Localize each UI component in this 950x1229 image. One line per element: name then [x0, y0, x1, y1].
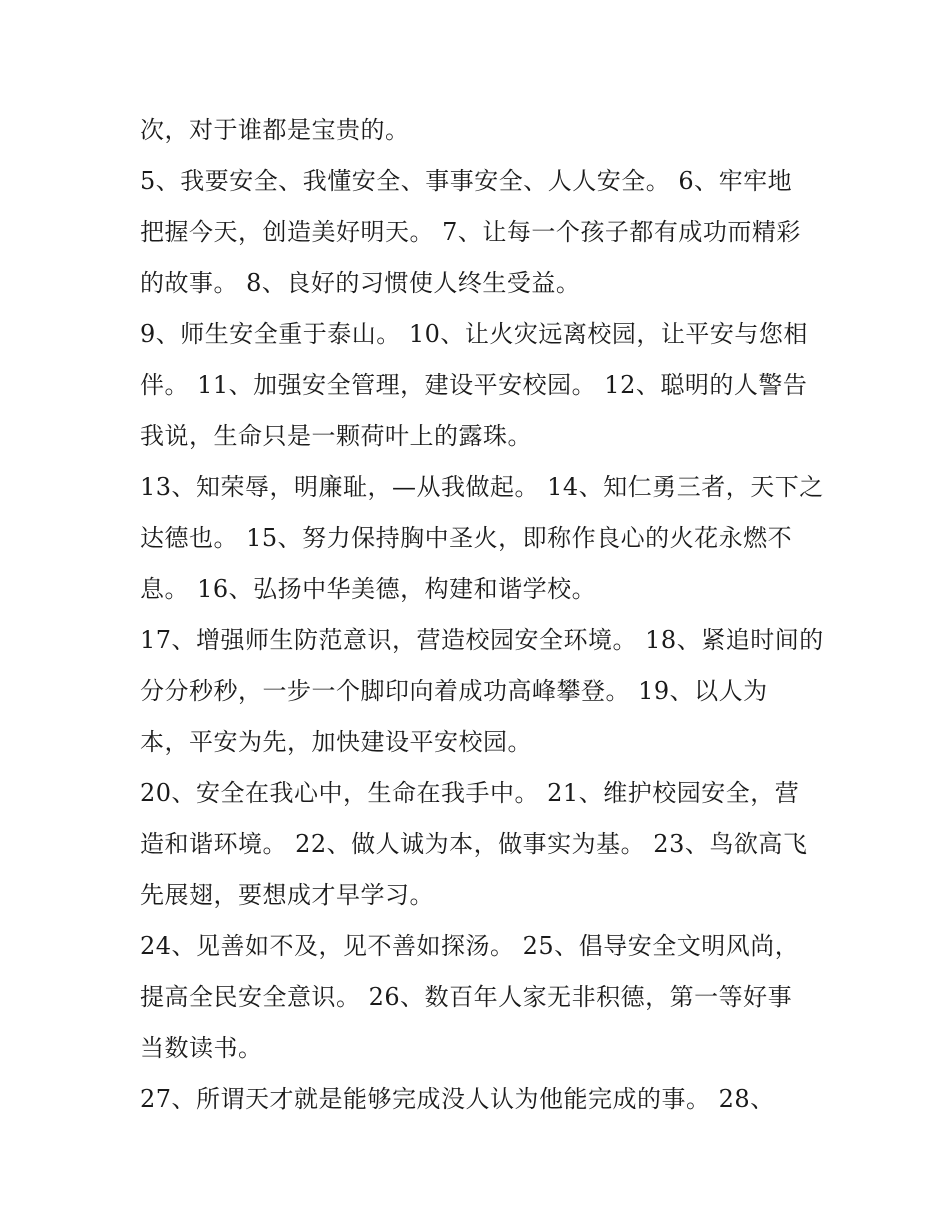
text-line: 本，平安为先，加快建设平安校园。	[140, 728, 532, 756]
text-line: 次，对于谁都是宝贵的。	[140, 116, 410, 144]
text-line: 造和谐环境。 22、做人诚为本，做事实为基。 23、鸟欲高飞	[140, 830, 808, 858]
text-line: 5、我要安全、我懂安全、事事安全、人人安全。 6、牢牢地	[140, 167, 793, 195]
text-line: 当数读书。	[140, 1034, 263, 1062]
text-line: 先展翅，要想成才早学习。	[140, 881, 434, 909]
text-line: 我说，生命只是一颗荷叶上的露珠。	[140, 422, 532, 450]
text-line: 24、见善如不及，见不善如探汤。 25、倡导安全文明风尚，	[140, 932, 800, 960]
text-line: 把握今天，创造美好明天。 7、让每一个孩子都有成功而精彩	[140, 218, 801, 246]
text-line: 分分秒秒，一步一个脚印向着成功高峰攀登。 19、以人为	[140, 677, 768, 705]
text-line: 13、知荣辱，明廉耻，—从我做起。 14、知仁勇三者，天下之	[140, 473, 824, 501]
text-line: 的故事。 8、良好的习惯使人终生受益。	[140, 269, 581, 297]
text-line: 20、安全在我心中，生命在我手中。 21、维护校园安全，营	[140, 779, 800, 807]
text-line: 息。 16、弘扬中华美德，构建和谐学校。	[140, 575, 597, 603]
text-line: 伴。 11、加强安全管理，建设平安校园。 12、聪明的人警告	[140, 371, 808, 399]
text-line: 9、师生安全重于泰山。 10、让火灾远离校园，让平安与您相	[140, 320, 808, 348]
text-line: 达德也。 15、努力保持胸中圣火，即称作良心的火花永燃不	[140, 524, 793, 552]
body-text	[140, 105, 824, 1125]
text-line: 提高全民安全意识。 26、数百年人家无非积德，第一等好事	[140, 983, 793, 1011]
text-line: 17、增强师生防范意识，营造校园安全环境。 18、紧追时间的	[140, 626, 824, 654]
text-line: 27、所谓天才就是能够完成没人认为他能完成的事。 28、	[140, 1085, 775, 1113]
